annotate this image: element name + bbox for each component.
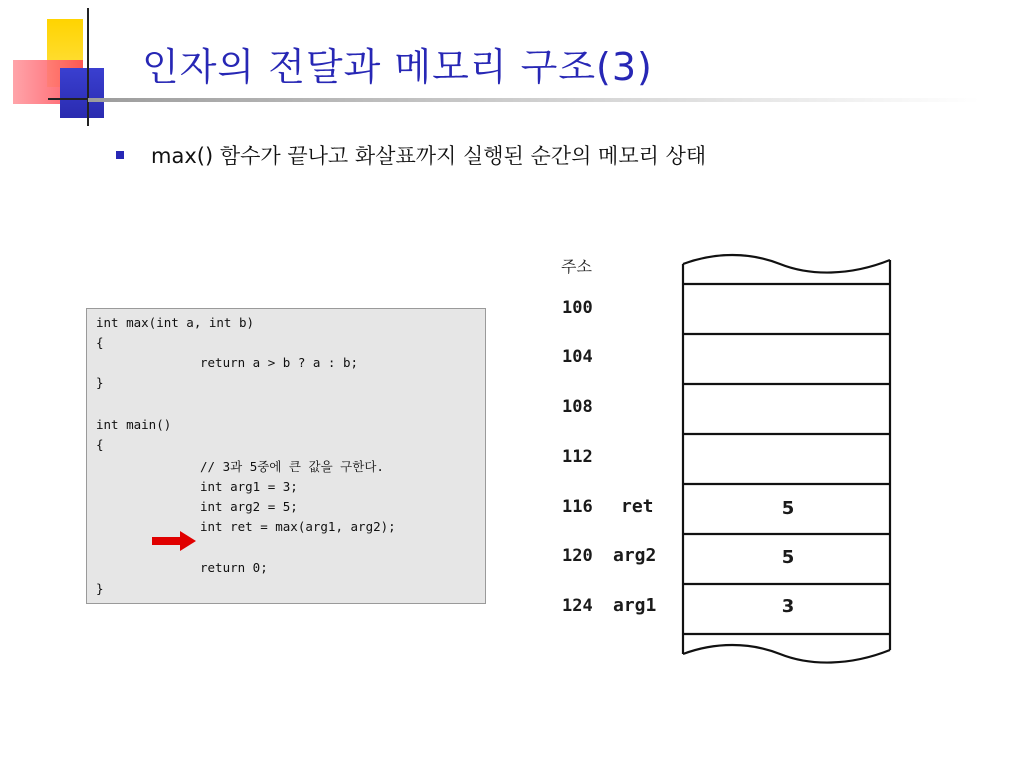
- code-line: int ret = max(arg1, arg2);: [200, 519, 396, 534]
- code-line: return 0;: [200, 560, 268, 575]
- code-line: {: [96, 335, 104, 350]
- code-line: int arg1 = 3;: [200, 479, 298, 494]
- code-comment-line: // 3과 5중에 큰 값을 구한다.: [200, 459, 384, 474]
- address-label: 108: [562, 397, 593, 417]
- code-line: int max(int a, int b): [96, 315, 255, 330]
- square-bullet-icon: [116, 151, 124, 159]
- code-line: return a > b ? a : b;: [200, 355, 359, 370]
- decorative-blue-block: [60, 68, 104, 118]
- address-label: 112: [562, 447, 593, 467]
- memory-value-arg2: 5: [781, 547, 795, 568]
- title-underline: [88, 98, 980, 102]
- variable-label-arg2: arg2: [613, 545, 657, 566]
- memory-bottom-edge: [683, 645, 890, 663]
- code-line: int arg2 = 5;: [200, 499, 298, 514]
- code-line: int main(): [96, 417, 172, 432]
- right-arrow-icon: [152, 530, 198, 552]
- address-label: 124: [562, 596, 593, 616]
- decorative-vertical-line: [87, 8, 89, 126]
- memory-value-arg1: 3: [781, 596, 795, 617]
- address-label: 104: [562, 347, 593, 367]
- variable-label-ret: ret: [621, 496, 654, 517]
- code-listing: [86, 308, 486, 604]
- code-line: }: [96, 581, 104, 596]
- address-label: 120: [562, 546, 593, 566]
- code-line: }: [96, 375, 104, 390]
- address-label: 116: [562, 497, 593, 517]
- memory-value-ret: 5: [781, 498, 795, 519]
- slide-title: 인자의 전달과 메모리 구조(3): [142, 45, 653, 89]
- address-label: 100: [562, 298, 593, 318]
- memory-top-edge: [683, 255, 890, 273]
- bullet-text: max() 함수가 끝나고 화살표까지 실행된 순간의 메모리 상태: [151, 144, 707, 168]
- code-line: {: [96, 437, 104, 452]
- variable-label-arg1: arg1: [613, 595, 657, 616]
- address-header: 주소: [561, 257, 592, 276]
